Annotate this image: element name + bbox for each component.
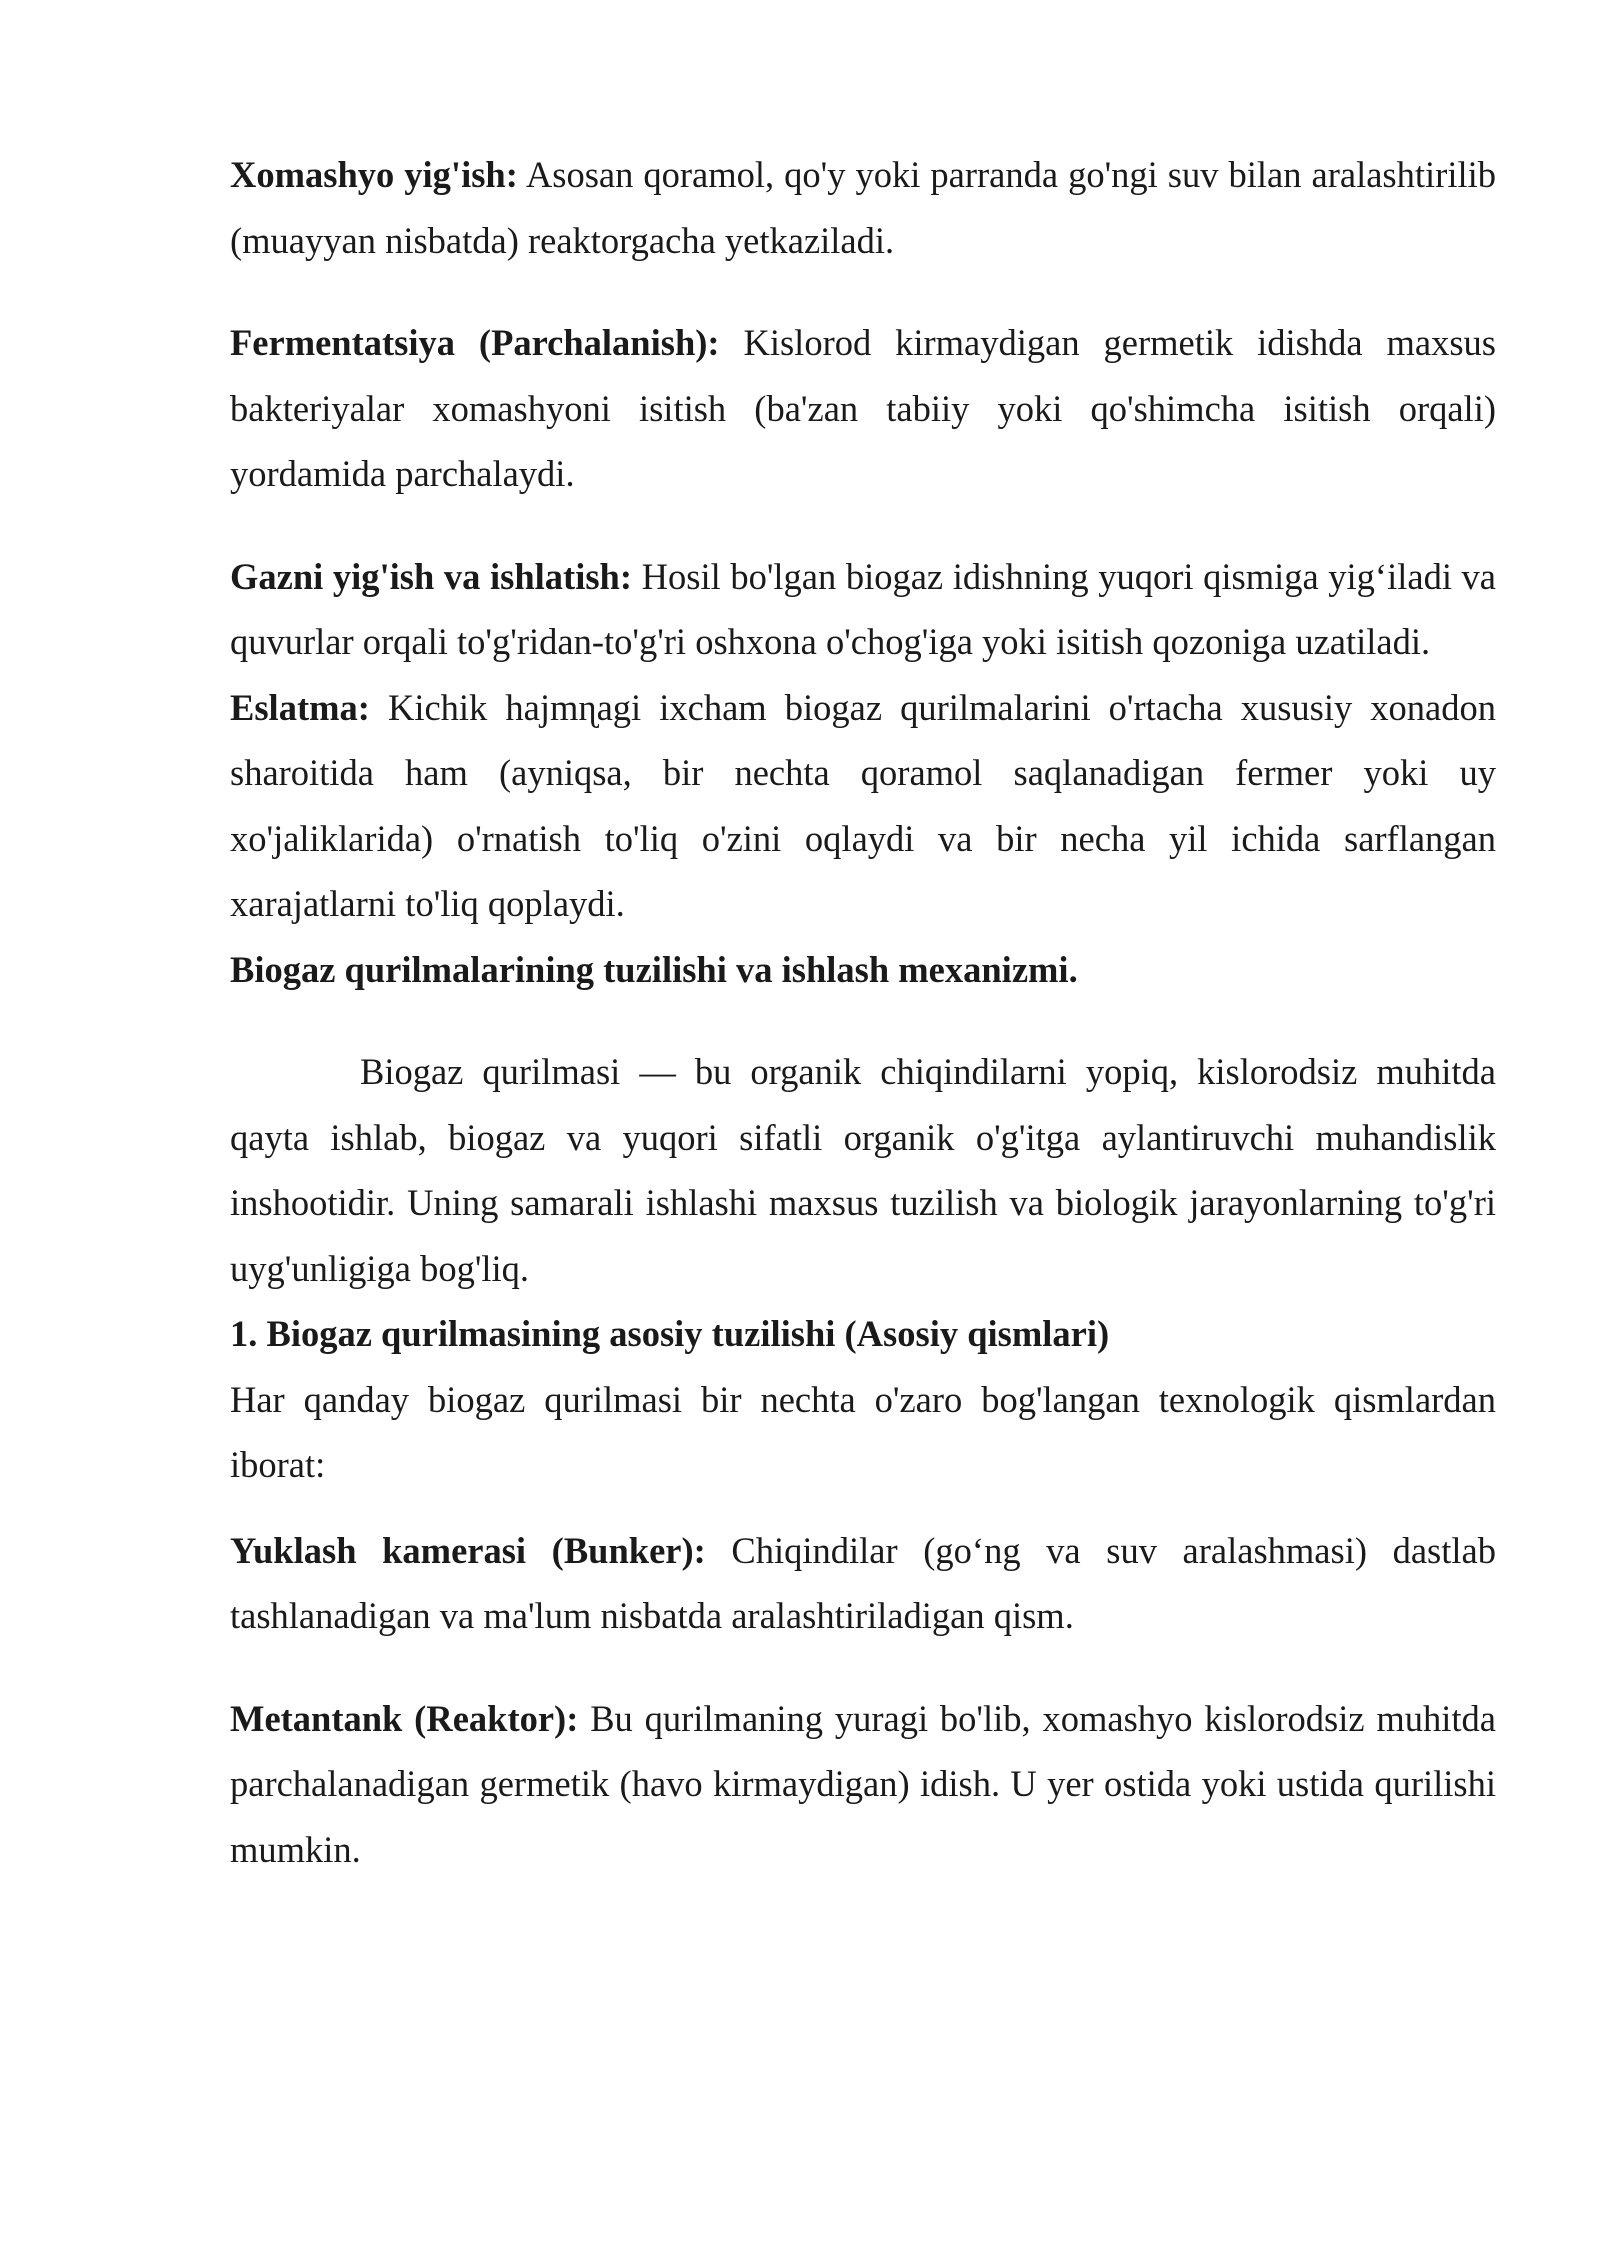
document-page	[230, 142, 1496, 1882]
paragraph-text: Asosan qoramol, qo'y yoki parranda go'ngi suv bilan aralashtirilib (muayyan nisbatda) reaktorgacha yetkaziladi.	[230, 154, 1496, 261]
paragraph-text: Kichik hajmɳagi ixcham biogaz qurilmalarini o'rtacha xususiy xonadon sharoitida ham (ayniqsa, bir nechta qoramol saqlanadigan fermer yoki uy xo'jaliklarida) o'rnatish to'liq o'zini oqlaydi va bir necha yil ichida sarflangan xarajatlarni to'liq qoplaydi.	[230, 686, 1497, 924]
paragraph-eslatma	[230, 675, 1496, 937]
subheading-text: Har qanday biogaz qurilmasi bir nechta o'zaro bog'langan texnologik qismlardan iborat:	[230, 1378, 1496, 1485]
section-heading: Biogaz qurilmalarining tuzilishi va ishlash mexanizmi.	[230, 948, 1078, 990]
paragraph-text: Bu qurilmaning yuragi bo'lib, xomashyo kislorodsiz muhitda parchalanadigan germetik (havo kirmaydigan) idish. U yer ostida yoki ustida qurilishi mumkin.	[230, 1697, 1496, 1870]
paragraph-text: Chiqindilar (go‘ng va suv aralashmasi) dastlab tashlanadigan va ma'lum nisbatda aralashtiriladigan qism.	[230, 1529, 1496, 1636]
paragraph-yuklash-kamerasi	[230, 1518, 1496, 1649]
paragraph-text: Kislorod kirmaydigan germetik idishda maxsus bakteriyalar xomashyoni isitish (ba'zan tabiiy yoki qo'shimcha isitish orqali) yordamida parchalaydi.	[230, 322, 1496, 494]
paragraph-gazni-yigish	[230, 544, 1496, 675]
term-label: Gazni yig'ish va ishlatish:	[230, 555, 633, 597]
paragraph-metantank	[230, 1686, 1496, 1883]
term-label: Eslatma:	[230, 686, 370, 728]
subheading: 1. Biogaz qurilmasining asosiy tuzilishi (Asosiy qismlari)	[230, 1313, 1110, 1354]
term-label: Yuklash kamerasi (Bunker):	[230, 1529, 706, 1571]
term-label: Fermentatsiya (Parchalanish):	[230, 322, 720, 363]
paragraph-xomashyo	[230, 142, 1496, 273]
intro-paragraph: Biogaz qurilmasi — bu organik chiqindilarni yopiq, kislorodsiz muhitda qayta ishlab, biogaz va yuqori sifatli organik o'g'itga aylantiruvchi muhandislik inshootidir. Uning samarali ishlashi maxsus tuzilish va biologik jarayonlarning to'g'ri uyg'unligiga bog'liq.	[230, 1051, 1496, 1289]
paragraph-text: Hosil bo'lgan biogaz idishning yuqori qismiga yig‘iladi va quvurlar orqali to'g'ridan-to'g'ri oshxona o'chog'iga yoki isitish qozoniga uzatiladi.	[230, 555, 1497, 662]
paragraph-fermentatsiya	[230, 310, 1496, 507]
term-label: Xomashyo yig'ish:	[230, 154, 518, 195]
term-label: Metantank (Reaktor):	[230, 1697, 579, 1739]
